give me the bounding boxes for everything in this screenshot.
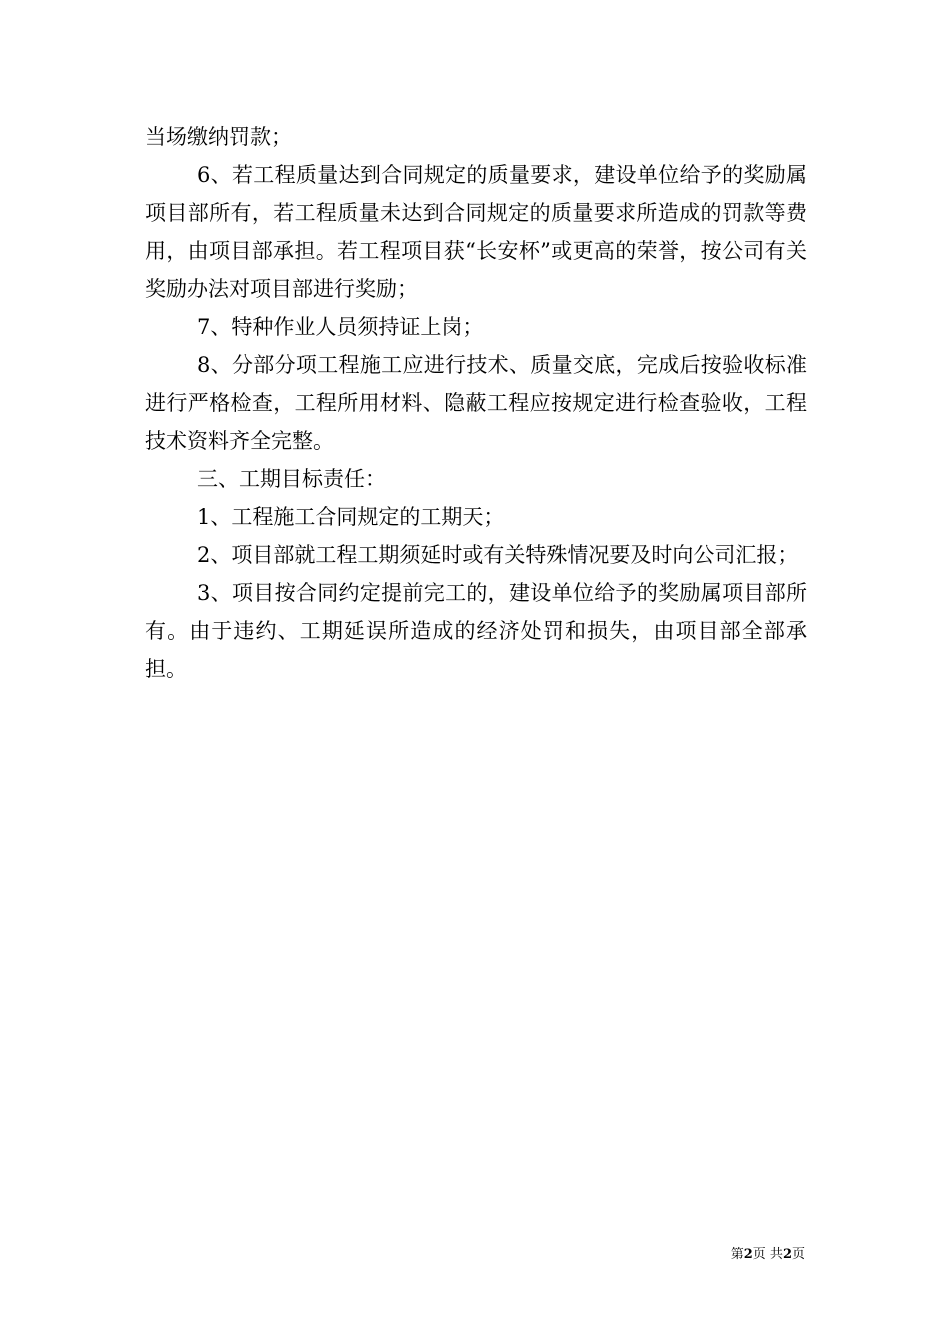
paragraph-4: 8、分部分项工程施工应进行技术、质量交底，完成后按验收标准进行严格检查，工程所用材料、隐蔽工程应按规定进行检查验收，工程技术资料齐全完整。 (145, 353, 807, 453)
paragraph-3: 7、特种作业人员须持证上岗； (197, 315, 484, 339)
section-heading: 三、工期目标责任： (197, 467, 386, 491)
footer-current-page: 2 (743, 1247, 753, 1262)
paragraph-8: 3、项目按合同约定提前完工的，建设单位给予的奖励属项目部所有。由于违约、工期延误所造成的经济处罚和损失，由项目部全部承担。 (145, 581, 807, 681)
document-body (145, 118, 807, 688)
paragraph-6: 1、工程施工合同规定的工期天； (197, 505, 505, 529)
footer-suffix: 页 (791, 1247, 805, 1262)
footer-middle: 页 共 (752, 1247, 783, 1262)
footer-prefix: 第 (730, 1247, 744, 1262)
footer-total-pages: 2 (782, 1247, 792, 1262)
paragraph-7: 2、项目部就工程工期须延时或有关特殊情况要及时向公司汇报； (197, 543, 799, 567)
paragraph-1: 当场缴纳罚款； (145, 125, 292, 149)
page-number-footer (660, 1246, 805, 1264)
paragraph-2: 6、若工程质量达到合同规定的质量要求，建设单位给予的奖励属项目部所有，若工程质量未达到合同规定的质量要求所造成的罚款等费用，由项目部承担。若工程项目获“长安杯”或更高的荣誉，按公司有关奖励办法对项目部进行奖励； (145, 163, 807, 301)
